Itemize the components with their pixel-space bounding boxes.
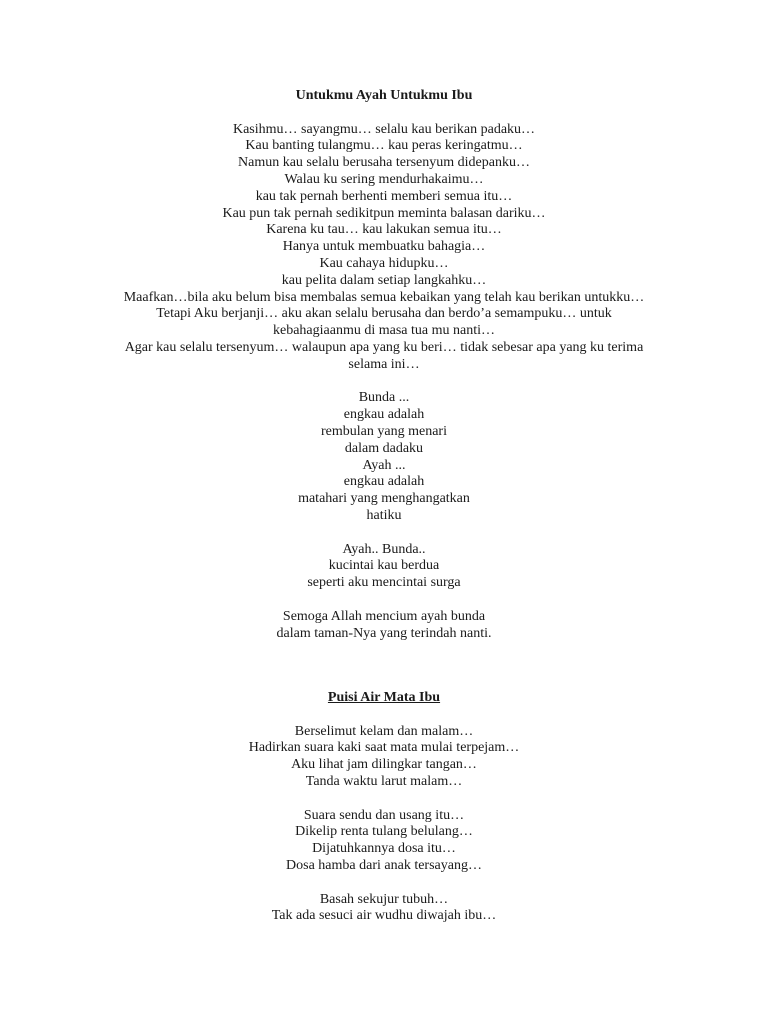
poem-line: Basah sekujur tubuh… (319, 891, 449, 907)
poem-untukmu-ayah-untukmu-ibu (84, 88, 684, 659)
poem-line: hatiku (366, 507, 402, 523)
poem-line: kau pelita dalam setiap langkahku… (281, 272, 487, 288)
poem-title: Puisi Air Mata Ibu (327, 690, 441, 705)
poem-line: Tanda waktu larut malam… (305, 773, 463, 789)
poem-line: Bunda ... (358, 390, 410, 406)
stanza (84, 122, 684, 374)
poem-title: Untukmu Ayah Untukmu Ibu (295, 88, 473, 103)
poem-line: dalam taman-Nya yang terindah nanti. (276, 625, 492, 641)
poem-line: Kasihmu… sayangmu… selalu kau berikan padaku… (232, 121, 536, 137)
poem-line: kebahagiaanmu di masa tua mu nanti… (273, 323, 495, 339)
poem-line: Dikelip renta tulang belulang… (295, 824, 473, 840)
poem-line: Dijatuhkannya dosa itu… (312, 841, 456, 857)
poem-line: Walau ku sering mendurhakaimu… (284, 171, 484, 187)
stanza (84, 808, 684, 875)
poem-line: matahari yang menghangatkan (298, 491, 470, 507)
poem-line: Ayah ... (362, 457, 406, 473)
poem-line: Hadirkan suara kaki saat mata mulai terpejam… (248, 740, 520, 756)
poem-line: Agar kau selalu tersenyum… walaupun apa yang ku beri… tidak sebesar apa yang ku terima (124, 339, 644, 355)
poem-line: Hanya untuk membuatku bahagia… (282, 239, 486, 255)
poem-line: kucintai kau berdua (328, 558, 440, 574)
poem-line: Maafkan…bila aku belum bisa membalas semua kebaikan yang telah kau berikan untukku… (123, 289, 645, 305)
poem-line: engkau adalah (343, 407, 425, 423)
poem-line: Kau banting tulangmu… kau peras keringatmu… (245, 138, 523, 154)
stanza (84, 609, 684, 643)
poem-line: Kau pun tak pernah sedikitpun meminta balasan dariku… (222, 205, 546, 221)
stanza (84, 892, 684, 926)
poem-line: Suara sendu dan usang itu… (303, 807, 465, 823)
poem-line: Dosa hamba dari anak tersayang… (286, 857, 482, 873)
poem-line: Semoga Allah mencium ayah bunda (282, 608, 486, 624)
poem-line: dalam dadaku (344, 440, 424, 456)
stanza (84, 542, 684, 592)
poem-line: Tak ada sesuci air wudhu diwajah ibu… (271, 908, 497, 924)
stanza (84, 724, 684, 791)
poem-line: kau tak pernah berhenti memberi semua itu… (255, 188, 513, 204)
poem-puisi-air-mata-ibu (84, 690, 684, 942)
poem-line: Berselimut kelam dan malam… (294, 723, 474, 739)
poem-line: Karena ku tau… kau lakukan semua itu… (266, 222, 502, 238)
poem-line: Tetapi Aku berjanji… aku akan selalu berusaha dan berdo’a semampuku… untuk (156, 306, 612, 322)
poem-line: seperti aku mencintai surga (307, 575, 461, 591)
poem-line: selama ini… (348, 356, 420, 372)
poem-line: Namun kau selalu berusaha tersenyum didepanku… (238, 155, 530, 171)
poem-line: rembulan yang menari (321, 423, 447, 439)
stanza (84, 390, 684, 524)
poem-line: Aku lihat jam dilingkar tangan… (291, 757, 477, 773)
poem-line: Ayah.. Bunda.. (342, 541, 426, 557)
poem-line: Kau cahaya hidupku… (319, 255, 449, 271)
poem-line: engkau adalah (343, 474, 425, 490)
